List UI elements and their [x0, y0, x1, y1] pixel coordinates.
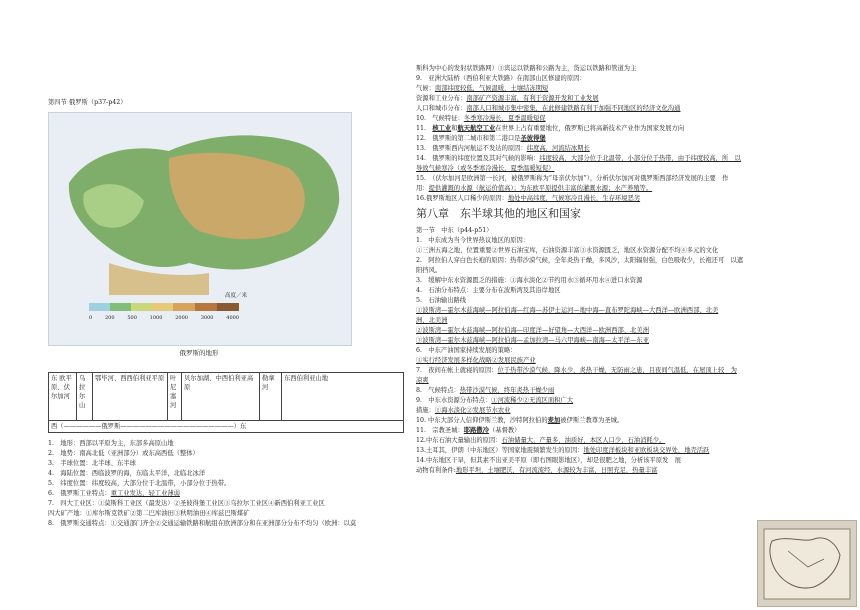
text-line: 导致气候寒冷（或冬季寒冷漫长，夏季温暖短促）: [416, 165, 555, 172]
list-item: 8. 俄罗斯交通特点：①交通部门齐全②交通运输铁路和航组在欧洲部分和在亚洲部分分布不均匀（欧洲：以莫: [48, 520, 357, 527]
route-line: 洲、北美洲: [416, 317, 448, 324]
table-cell: 勒拿河: [260, 373, 282, 421]
text-line: 1. 中东成为当今世界热议地区的原因：: [416, 237, 530, 244]
list-item: 4. 海陆位置：西临波罗的海，东临太平洋，北临北冰洋: [48, 470, 206, 477]
answer: 热带沙漠气候，终年炎热干燥少雨: [459, 387, 555, 394]
answer: 提供灌溉的水源（航运价值高）；为东欧平原提供丰富的灌溉水源；水产养殖等。: [428, 185, 653, 192]
legend-tick: 500: [127, 315, 137, 321]
list-item: 2. 地势：南高北低（亚洲部分）或东高西低（整体）: [48, 450, 199, 457]
map-caption: 俄罗斯的地形: [179, 349, 219, 357]
answer: 圣彼得堡: [520, 135, 546, 142]
text-line: 11. 核工业和航天航空工业在世界上占有重要地位，俄罗斯已将高新技术产业作为国家发展方向: [416, 125, 685, 132]
text-line: 14. 俄罗斯的纬度位置及其对气候的影响：纬度较高，大部分位于北温带，小部分位于热带，由于纬度较高，所 以: [416, 155, 741, 162]
table-cell: 贝尔加湖、中西伯利亚高原: [182, 373, 260, 421]
answer: 南部纬度较低，气候温暖，土壤结冻期短: [434, 85, 549, 92]
text-line: ①三洲五海之地，位置重要②世界石油宝库，石油资源丰富③水资源匮乏，地区水资源分配不均④多元的文化: [416, 247, 719, 254]
text-line: 资源和工业分布：南部矿产资源丰富，有利于资源开发和工业发展: [416, 95, 599, 102]
answer: 冬季寒冷漫长，夏季温暖短促: [463, 115, 546, 122]
legend-tick: 0: [89, 315, 93, 321]
answer: ①河流稀少②无流区面积广大: [491, 397, 574, 404]
answer: ①海水淡化②发展节水农业: [434, 407, 511, 414]
answer: 地形平坦，土壤肥沃，有河流流经，水源较为丰富，日照充足，热量丰富: [455, 467, 658, 474]
text-line: 13.土耳其，伊朗（中东地区）等国家地震频繁发生的原因：地处印度洋板块和亚欧板块交界处，地壳活跃: [416, 447, 710, 454]
answer: 南部人口和城市集中密集，在此修建铁路有利于加强不同地区的经济文化沟通: [466, 105, 681, 112]
photo-image: [758, 521, 856, 606]
text-line: 7. 夜间在帐上就寝的原因：位于热带沙漠气候，降水少，炎热干燥，无防雨之患，且夜间气温低，在屋顶上较 为: [416, 367, 737, 374]
text-line: ①实行经济发展多样化战略②发展民族产业: [416, 357, 536, 364]
list-item: 7. 四大工业区：①莫斯科工业区（最发达）②圣彼得堡工业区③乌拉尔工业区④新西伯利亚工业区: [48, 500, 325, 507]
route-line: ②波斯湾—霍尔木兹海峡—阿拉伯海—印度洋—好望角—大西洋—欧洲西部、北美洲: [416, 327, 649, 334]
route-line: ③波斯湾—霍尔木兹海峡—阿拉伯海—孟加拉湾—马六甲海峡—南海—太平洋—东亚: [416, 337, 649, 344]
direction-west: 西（: [51, 423, 64, 430]
list-item: 1. 地形：西部以平原为主，东部多高原山地: [48, 440, 174, 447]
text-line: 10. 中东大部分人信仰伊斯兰教，沙特阿拉伯的麦加被伊斯兰教尊为圣城。: [416, 417, 624, 424]
legend-tick: 200: [104, 315, 115, 321]
list-item: 6. 俄罗斯工业特点：重工业发达，轻工业薄弱: [48, 490, 180, 497]
text-line: 动物有利条件:地形平坦，土壤肥沃，有河流流经，水源较为丰富，日照充足，热量丰富: [416, 467, 658, 474]
table-cell: 鄂毕河、西西伯利亚平原: [93, 373, 168, 421]
table-row: [49, 373, 404, 421]
russia-landform-table: [48, 372, 404, 433]
route-line: ①波斯湾—霍尔木兹海峡—阿拉伯海—红海—苏伊士运河—地中海—直布罗陀海峡—大西洋—欧洲西部、北美: [416, 307, 719, 314]
answer: 南部矿产资源丰富，有利于资源开发和工业发展: [466, 95, 599, 102]
answer: 纬度较高，大部分位于北温带，小部分位于热带，由于纬度较高，所 以: [539, 155, 741, 162]
text-line: 人口和城市分布：南部人口和城市集中密集，在此修建铁路有利于加强不同地区的经济文化沟通: [416, 105, 681, 112]
text-line: 16.俄罗斯地区人口稀少的原因：地处中高纬度，气候寒冷且漫长，生存环境恶劣: [416, 195, 641, 202]
text-line: 用：提供灌溉的水源（航运价值高）；为东欧平原提供丰富的灌溉水源；水产养殖等。: [416, 185, 653, 192]
text-line: 5. 石油输出路线: [416, 297, 467, 304]
text-line: 6. 中东产油国家持续发展的策略：: [416, 347, 517, 354]
text-line: 14.中东地区干旱，但其素不出亚美平原（即右图眼影地区），却是很肥之地，分析该平原发 展: [416, 457, 682, 464]
handdrawn-map-photo: [757, 520, 857, 607]
answer: 地处印度洋板块和亚欧板块交界处，地壳活跃: [583, 447, 710, 454]
text-line: 斯科为中心的发射状铁路网）③宾运以铁路和公路为主，货运以铁路和管道为主: [416, 65, 637, 72]
answer: 地处中高纬度，气候寒冷且漫长，生存环境恶劣: [507, 195, 641, 202]
text-line: 9. 中东水资源分布特点：①河流稀少②无流区面积广大: [416, 397, 574, 404]
table-cell: 东 欧平原、伏尔加河: [49, 373, 77, 421]
answer: 位于热带沙漠气候，降水少，炎热干燥，无防雨之患，且夜间气温低，在屋顶上较 为: [497, 367, 737, 374]
text-line: 4. 石油分布特点：主要分布在波斯湾及其沿岸地区: [416, 287, 561, 294]
direction-line: ——————俄罗斯——————————————————）: [63, 423, 240, 430]
russia-notes: [48, 439, 406, 529]
text-line: 8. 气候特点：热带沙漠气候，终年炎热干燥少雨: [416, 387, 555, 394]
table-cell: 东西伯利亚山地: [282, 373, 404, 421]
legend-tick: 4000: [226, 315, 239, 321]
text-line: 3. 缓解中东水资源匮乏的措施：①海水淡化②节约用水③循环用水④进口水资源: [416, 277, 643, 284]
answer: 石油储量大，产量多，油质好，本区人口少，石油消耗少。: [501, 437, 666, 444]
legend-tick: 1000: [149, 315, 163, 321]
table-cell: 叶尼塞河: [168, 373, 182, 421]
text-line: 10. 气候特征：冬季寒冷漫长，夏季温暖短促: [416, 115, 546, 122]
legend-tick: 2000: [175, 315, 188, 321]
left-column: [48, 0, 406, 529]
text-line: 措施：①海水淡化②发展节水农业: [416, 407, 511, 414]
answer: 重工业发达，轻工业薄弱: [110, 490, 180, 497]
chapter-title: 第八章 东半球其他的地区和国家: [416, 207, 581, 220]
map-image: [49, 113, 351, 345]
text-line: 2. 阿拉伯人穿白色长袍的原因：热带沙漠气候，全年炎热干燥，多风沙，太阳辐射强，白色吸收少，长袍还可 以遮: [416, 257, 744, 264]
text-line: 凉爽: [416, 377, 429, 384]
text-line: 气候：南部纬度较低，气候温暖，土壤结冻期短: [416, 85, 549, 92]
list-item: 3. 半球位置：北半球、东半球: [48, 460, 136, 467]
text-line: 15. （伏尔加河是欧洲第一长河，被俄罗斯称为“母亲伏尔加”），分析伏尔加河对俄罗斯西部经济发展的主要 作: [416, 175, 729, 182]
text-line: 12.中东石油大量输出的原因：石油储量大，产量多，油质好，本区人口少，石油消耗少。: [416, 437, 666, 444]
text-line: 9. 亚洲大陆桥（西伯利亚大铁路）在南部山区修建的原因：: [416, 75, 586, 82]
text-line: 11. 宗教圣城：耶路撒冷（基督教）: [416, 427, 521, 434]
answer: 纬度高，河流结冰期长: [526, 145, 590, 152]
text-line: 13. 俄罗斯西内河航运不发达的原因：纬度高，河流结冰期长: [416, 145, 590, 152]
legend-tick: 3000: [200, 315, 214, 321]
list-item: 5. 纬度位置：纬度较高，大部分位于北温带，小部分位于热带。: [48, 480, 231, 487]
text-line: 12. 俄罗斯的第二城市和第二港口是圣彼得堡: [416, 135, 546, 142]
direction-east: 东: [239, 423, 247, 430]
text-line: 阳挡风。: [416, 267, 442, 274]
russia-relief-map: [48, 112, 352, 346]
right-column: [416, 64, 836, 476]
table-cell: 乌拉尔山: [77, 373, 93, 421]
table-row: [49, 421, 404, 433]
section-title: 第四节 俄罗斯（p37-p42）: [48, 99, 127, 106]
list-item: 四大矿产地：①库尔斯克铁矿②第二巴库油田③秋明油田④库兹巴斯煤矿: [48, 510, 250, 517]
subsection-title: 第一节 中东（p44-p51）: [416, 227, 493, 234]
map-legend-ticks: [89, 313, 239, 323]
map-legend-unit: 高度／米: [225, 293, 248, 299]
